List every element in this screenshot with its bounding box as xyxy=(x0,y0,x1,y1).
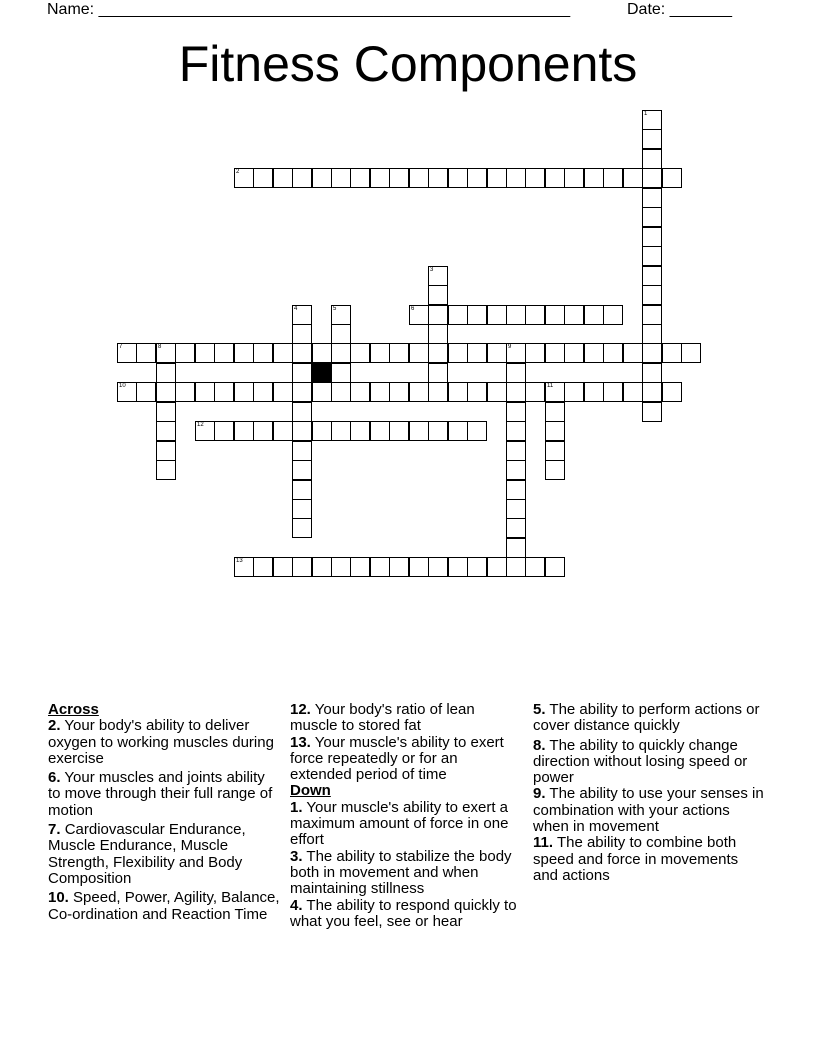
date-field[interactable]: Date: _______ xyxy=(627,1,732,18)
grid-cell[interactable] xyxy=(467,168,487,188)
clue-down-1 xyxy=(290,800,522,849)
grid-cell[interactable] xyxy=(214,382,234,402)
grid-cell[interactable] xyxy=(603,168,623,188)
grid-cell[interactable] xyxy=(350,557,370,577)
grid-cell[interactable] xyxy=(545,402,565,422)
grid-cell[interactable] xyxy=(370,421,390,441)
cell-number: 10 xyxy=(119,383,126,389)
grid-cell[interactable] xyxy=(331,557,351,577)
grid-cell[interactable] xyxy=(506,305,526,325)
down-heading: Down xyxy=(290,782,331,800)
clue-number: 8. xyxy=(533,736,546,754)
grid-cell[interactable] xyxy=(506,499,526,519)
grid-cell[interactable] xyxy=(370,343,390,363)
grid-cell[interactable] xyxy=(389,382,409,402)
clue-text: Your muscle's ability to exert a maximum amount of force in one effort xyxy=(290,798,509,849)
grid-cell[interactable] xyxy=(448,305,468,325)
grid-cell[interactable] xyxy=(409,382,429,402)
clue-text: Your body's ratio of lean muscle to stored fat xyxy=(290,701,475,735)
grid-cell[interactable] xyxy=(156,441,176,461)
grid-cell[interactable] xyxy=(467,382,487,402)
grid-cell[interactable] xyxy=(273,557,293,577)
grid-cell[interactable] xyxy=(389,557,409,577)
grid-cell[interactable] xyxy=(428,168,448,188)
clue-across-2 xyxy=(48,718,280,767)
grid-cell[interactable] xyxy=(234,343,254,363)
grid-cell[interactable] xyxy=(506,421,526,441)
clue-text: The ability to quickly change direction without losing speed or power xyxy=(533,736,748,787)
grid-cell[interactable] xyxy=(448,421,468,441)
grid-cell[interactable] xyxy=(292,499,312,519)
blocked-cell xyxy=(312,363,332,383)
grid-cell[interactable] xyxy=(428,421,448,441)
grid-cell[interactable] xyxy=(642,207,662,227)
grid-cell[interactable] xyxy=(312,343,332,363)
grid-cell[interactable] xyxy=(584,382,604,402)
grid-cell[interactable] xyxy=(564,168,584,188)
grid-cell[interactable] xyxy=(292,460,312,480)
grid-cell[interactable] xyxy=(175,343,195,363)
clue-number: 5. xyxy=(533,701,546,718)
grid-cell[interactable] xyxy=(292,480,312,500)
grid-cell[interactable] xyxy=(312,382,332,402)
grid-cell[interactable] xyxy=(545,168,565,188)
grid-cell[interactable] xyxy=(545,421,565,441)
grid-cell[interactable] xyxy=(136,343,156,363)
grid-cell[interactable] xyxy=(467,343,487,363)
clue-text: Your body's ability to deliver oxygen to working muscles during exercise xyxy=(48,717,274,767)
grid-cell[interactable] xyxy=(642,149,662,169)
grid-cell[interactable] xyxy=(487,382,507,402)
grid-cell[interactable] xyxy=(331,382,351,402)
grid-cell[interactable] xyxy=(253,557,273,577)
grid-cell[interactable] xyxy=(350,343,370,363)
clue-text: The ability to stabilize the body both in movement and when maintaining stillness xyxy=(290,847,512,898)
grid-cell[interactable] xyxy=(506,363,526,383)
grid-cell[interactable] xyxy=(506,402,526,422)
clue-text: The ability to combine both speed and force in movements and actions xyxy=(533,834,739,884)
clue-across-6 xyxy=(48,770,280,819)
grid-cell[interactable] xyxy=(448,557,468,577)
cell-number: 2 xyxy=(236,169,240,175)
cell-number: 11 xyxy=(547,383,554,389)
clue-across-12 xyxy=(290,702,522,735)
grid-cell[interactable] xyxy=(545,557,565,577)
grid-cell[interactable] xyxy=(370,168,390,188)
clue-down-11 xyxy=(533,835,765,884)
grid-cell[interactable] xyxy=(662,343,682,363)
grid-cell[interactable] xyxy=(273,421,293,441)
grid-cell[interactable] xyxy=(662,382,682,402)
cell-number: 8 xyxy=(158,344,162,350)
grid-cell[interactable] xyxy=(312,168,332,188)
grid-cell[interactable] xyxy=(253,382,273,402)
grid-cell[interactable] xyxy=(428,363,448,383)
grid-cell[interactable] xyxy=(409,421,429,441)
clue-number: 6. xyxy=(48,769,61,787)
grid-cell[interactable] xyxy=(545,460,565,480)
clue-number: 13. xyxy=(290,733,311,751)
grid-cell[interactable] xyxy=(331,324,351,344)
grid-cell[interactable] xyxy=(506,343,526,363)
grid-cell[interactable] xyxy=(487,557,507,577)
grid-cell[interactable] xyxy=(195,343,215,363)
grid-cell[interactable] xyxy=(234,382,254,402)
clue-text: The ability to respond quickly to what you feel, see or hear xyxy=(290,896,517,930)
clue-number: 9. xyxy=(533,785,546,803)
grid-cell[interactable] xyxy=(273,382,293,402)
grid-cell[interactable] xyxy=(117,382,137,402)
grid-cell[interactable] xyxy=(253,168,273,188)
grid-cell[interactable] xyxy=(234,557,254,577)
grid-cell[interactable] xyxy=(662,168,682,188)
grid-cell[interactable] xyxy=(195,382,215,402)
grid-cell[interactable] xyxy=(564,305,584,325)
grid-cell[interactable] xyxy=(409,557,429,577)
grid-cell[interactable] xyxy=(506,460,526,480)
grid-cell[interactable] xyxy=(409,168,429,188)
clue-text: The ability to use your senses in combination with your actions when in movement xyxy=(533,785,764,836)
grid-cell[interactable] xyxy=(292,441,312,461)
grid-cell[interactable] xyxy=(564,382,584,402)
grid-cell[interactable] xyxy=(467,305,487,325)
grid-cell[interactable] xyxy=(623,168,643,188)
grid-cell[interactable] xyxy=(370,557,390,577)
name-field[interactable]: Name: _____________________________________________________ xyxy=(47,1,571,18)
grid-cell[interactable] xyxy=(195,421,215,441)
grid-cell[interactable] xyxy=(642,363,662,383)
grid-cell[interactable] xyxy=(214,421,234,441)
grid-cell[interactable] xyxy=(642,305,662,325)
grid-cell[interactable] xyxy=(292,168,312,188)
grid-cell[interactable] xyxy=(331,363,351,383)
grid-cell[interactable] xyxy=(642,129,662,149)
clue-number: 10. xyxy=(48,889,69,907)
cell-number: 12 xyxy=(197,422,204,428)
clue-text: Cardiovascular Endurance, Muscle Endurance, Muscle Strength, Flexibility and Body Composition xyxy=(48,821,246,887)
grid-cell[interactable] xyxy=(350,421,370,441)
grid-cell[interactable] xyxy=(292,363,312,383)
grid-cell[interactable] xyxy=(234,421,254,441)
grid-cell[interactable] xyxy=(292,557,312,577)
grid-cell[interactable] xyxy=(156,382,176,402)
grid-cell[interactable] xyxy=(350,382,370,402)
grid-cell[interactable] xyxy=(370,382,390,402)
grid-cell[interactable] xyxy=(234,168,254,188)
cell-number: 13 xyxy=(236,558,243,564)
grid-cell[interactable] xyxy=(331,168,351,188)
grid-cell[interactable] xyxy=(389,168,409,188)
grid-cell[interactable] xyxy=(506,480,526,500)
across-heading: Across xyxy=(48,701,99,718)
grid-cell[interactable] xyxy=(253,421,273,441)
clue-number: 3. xyxy=(290,847,303,865)
grid-cell[interactable] xyxy=(136,382,156,402)
grid-cell[interactable] xyxy=(506,557,526,577)
grid-cell[interactable] xyxy=(292,518,312,538)
clue-number: 4. xyxy=(290,896,303,914)
grid-cell[interactable] xyxy=(642,110,662,130)
grid-cell[interactable] xyxy=(487,168,507,188)
grid-cell[interactable] xyxy=(545,305,565,325)
grid-cell[interactable] xyxy=(642,266,662,286)
grid-cell[interactable] xyxy=(603,305,623,325)
grid-cell[interactable] xyxy=(506,441,526,461)
page-title: Fitness Components xyxy=(178,36,638,92)
grid-cell[interactable] xyxy=(642,227,662,247)
grid-cell[interactable] xyxy=(292,402,312,422)
clue-down-3 xyxy=(290,849,522,898)
grid-cell[interactable] xyxy=(506,518,526,538)
grid-cell[interactable] xyxy=(681,343,701,363)
clue-down-5 xyxy=(533,702,765,735)
grid-cell[interactable] xyxy=(584,305,604,325)
grid-cell[interactable] xyxy=(642,343,662,363)
grid-cell[interactable] xyxy=(331,305,351,325)
grid-cell[interactable] xyxy=(525,305,545,325)
grid-cell[interactable] xyxy=(117,343,137,363)
cell-number: 6 xyxy=(411,306,415,312)
grid-cell[interactable] xyxy=(603,343,623,363)
grid-cell[interactable] xyxy=(448,343,468,363)
grid-cell[interactable] xyxy=(428,382,448,402)
grid-cell[interactable] xyxy=(623,382,643,402)
grid-cell[interactable] xyxy=(273,343,293,363)
clue-across-10 xyxy=(48,890,280,923)
grid-cell[interactable] xyxy=(448,168,468,188)
grid-cell[interactable] xyxy=(487,305,507,325)
cell-number: 9 xyxy=(508,344,512,350)
clue-across-13 xyxy=(290,735,522,784)
grid-cell[interactable] xyxy=(350,168,370,188)
grid-cell[interactable] xyxy=(428,266,448,286)
cell-number: 3 xyxy=(430,267,434,273)
grid-cell[interactable] xyxy=(642,285,662,305)
grid-cell[interactable] xyxy=(467,557,487,577)
grid-cell[interactable] xyxy=(253,343,273,363)
grid-cell[interactable] xyxy=(428,305,448,325)
grid-cell[interactable] xyxy=(312,557,332,577)
grid-cell[interactable] xyxy=(389,421,409,441)
grid-cell[interactable] xyxy=(564,343,584,363)
grid-cell[interactable] xyxy=(506,538,526,558)
grid-cell[interactable] xyxy=(428,285,448,305)
cell-number: 7 xyxy=(119,344,123,350)
grid-cell[interactable] xyxy=(623,343,643,363)
grid-cell[interactable] xyxy=(525,343,545,363)
cell-number: 4 xyxy=(294,306,298,312)
clues-column-2 xyxy=(290,702,522,933)
cell-number: 5 xyxy=(333,306,337,312)
clue-across-7 xyxy=(48,822,280,887)
grid-cell[interactable] xyxy=(642,402,662,422)
clue-down-8 xyxy=(533,738,765,787)
grid-cell[interactable] xyxy=(525,382,545,402)
grid-cell[interactable] xyxy=(292,421,312,441)
grid-cell[interactable] xyxy=(428,343,448,363)
clue-down-4 xyxy=(290,898,522,931)
grid-cell[interactable] xyxy=(642,382,662,402)
grid-cell[interactable] xyxy=(603,382,623,402)
grid-cell[interactable] xyxy=(428,557,448,577)
grid-cell[interactable] xyxy=(506,168,526,188)
clue-text: Speed, Power, Agility, Balance, Co-ordination and Reaction Time xyxy=(48,889,280,923)
grid-cell[interactable] xyxy=(545,343,565,363)
grid-cell[interactable] xyxy=(312,421,332,441)
grid-cell[interactable] xyxy=(292,382,312,402)
cell-number: 1 xyxy=(644,111,648,117)
grid-cell[interactable] xyxy=(487,343,507,363)
clue-number: 1. xyxy=(290,798,303,816)
grid-cell[interactable] xyxy=(292,305,312,325)
grid-cell[interactable] xyxy=(584,343,604,363)
grid-cell[interactable] xyxy=(156,402,176,422)
clue-text: The ability to perform actions or cover distance quickly xyxy=(533,701,760,735)
grid-cell[interactable] xyxy=(525,557,545,577)
grid-cell[interactable] xyxy=(545,382,565,402)
grid-cell[interactable] xyxy=(331,421,351,441)
grid-cell[interactable] xyxy=(292,324,312,344)
clue-text: Your muscle's ability to exert force repeatedly or for an extended period of time xyxy=(290,733,504,784)
grid-cell[interactable] xyxy=(525,168,545,188)
grid-cell[interactable] xyxy=(156,363,176,383)
grid-cell[interactable] xyxy=(389,343,409,363)
clues-column-3 xyxy=(533,702,765,887)
clue-text: Your muscles and joints ability to move through their full range of motion xyxy=(48,769,273,819)
grid-cell[interactable] xyxy=(175,382,195,402)
grid-cell[interactable] xyxy=(409,305,429,325)
grid-cell[interactable] xyxy=(642,168,662,188)
grid-cell[interactable] xyxy=(642,246,662,266)
clue-number: 2. xyxy=(48,717,61,735)
grid-cell[interactable] xyxy=(584,168,604,188)
clue-down-9 xyxy=(533,786,765,835)
grid-cell[interactable] xyxy=(409,343,429,363)
grid-cell[interactable] xyxy=(156,343,176,363)
grid-cell[interactable] xyxy=(156,460,176,480)
clue-number: 12. xyxy=(290,701,311,718)
grid-cell[interactable] xyxy=(448,382,468,402)
grid-cell[interactable] xyxy=(273,168,293,188)
grid-cell[interactable] xyxy=(642,324,662,344)
grid-cell[interactable] xyxy=(467,421,487,441)
clue-number: 11. xyxy=(533,834,554,852)
grid-cell[interactable] xyxy=(545,441,565,461)
grid-cell[interactable] xyxy=(292,343,312,363)
grid-cell[interactable] xyxy=(506,382,526,402)
grid-cell[interactable] xyxy=(428,324,448,344)
grid-cell[interactable] xyxy=(214,343,234,363)
clue-number: 7. xyxy=(48,821,61,839)
grid-cell[interactable] xyxy=(156,421,176,441)
grid-cell[interactable] xyxy=(331,343,351,363)
grid-cell[interactable] xyxy=(642,188,662,208)
clues-column-1 xyxy=(48,702,280,926)
